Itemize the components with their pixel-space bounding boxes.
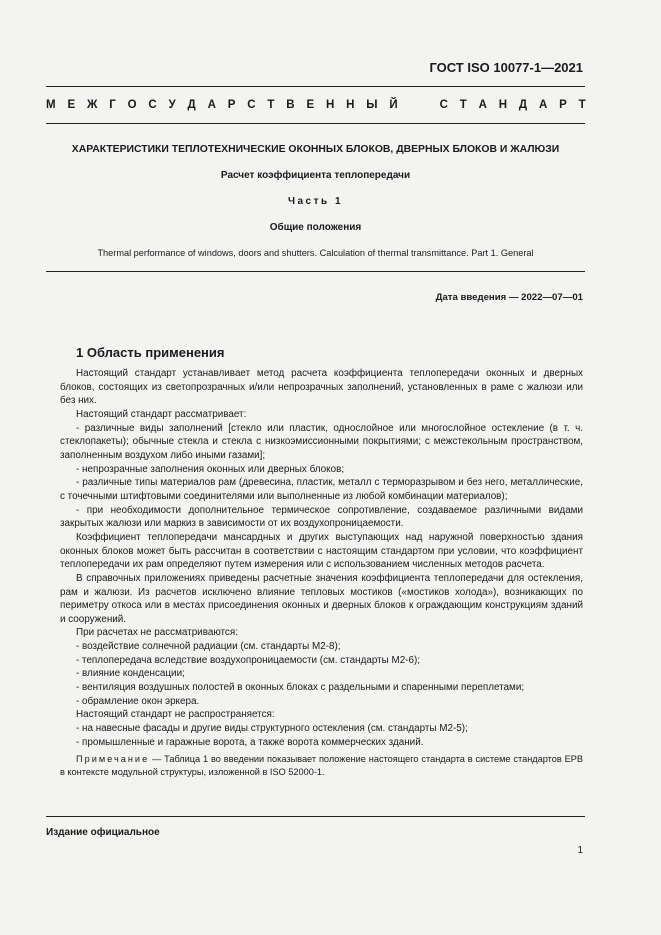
heading-letter: Й: [389, 99, 398, 111]
list-item: - теплопередача вследствие воздухопроницаемости (см. стандарты М2-6);: [76, 654, 421, 666]
heading-letter: Т: [459, 99, 467, 111]
list-item: - при необходимости дополнительное термическое сопротивление, создаваемое различными видами закрытых жалюзи или маркиз в зависимости от их воздухопроницаемости.: [60, 504, 583, 530]
list-item: - вентиляция воздушных полостей в оконных блоках с раздельными и спаренными переплетами;: [76, 682, 525, 694]
standard-number: ГОСТ ISO 10077-1—2021: [429, 60, 583, 75]
part-label: Часть 1: [287, 196, 344, 207]
paragraph: Коэффициент теплопередачи мансардных и других выступающих над наружной поверхностью здания оконных блоков может быть рассчитан в соответствии с настоящим стандартом при условии, что коэффициент теплопередачи их рам определяют путем измерения или с использованием численных методов расчета.: [60, 531, 583, 571]
title-rule: [46, 271, 585, 272]
interstate-standard-heading: [46, 99, 586, 111]
top-rule: [46, 86, 585, 87]
heading-letter: В: [286, 99, 295, 111]
list-item: - воздействие солнечной радиации (см. стандарты М2-8);: [76, 641, 341, 653]
list-item: - промышленные и гаражные ворота, а также ворота коммерческих зданий.: [76, 736, 424, 748]
note: [60, 753, 583, 779]
heading-rule: [46, 123, 585, 124]
heading-letter: С: [247, 99, 256, 111]
heading-letter: Г: [109, 99, 116, 111]
heading-letter: [425, 99, 428, 111]
paragraph: Настоящий стандарт устанавливает метод расчета коэффициента теплопередачи оконных и дверных блоков, состоящих из светопрозрачных и/или непрозрачных заполнений, установленных в раме с жалюзи или без них.: [60, 368, 583, 407]
heading-letter: М: [46, 99, 56, 111]
heading-letter: Ж: [86, 99, 98, 111]
heading-letter: У: [168, 99, 176, 111]
heading-letter: С: [439, 99, 448, 111]
paragraph: Настоящий стандарт не распространяется:: [76, 709, 275, 721]
heading-letter: Н: [325, 99, 335, 111]
paragraph: В справочных приложениях приведены расчетные значения коэффициента теплопередачи для остекления, рам и жалюзи. Из расчетов исключено влияние тепловых мостиков («мостиков холода»), возникающих по периметру откоса или в местах присоединения оконных и дверных блоков к ограждающим конструкциям зданий и сооружений.: [60, 572, 583, 625]
heading-letter: А: [478, 99, 487, 111]
official-edition-label: Издание официальное: [46, 827, 160, 838]
heading-letter: Т: [267, 99, 275, 111]
heading-letter: Ы: [366, 99, 378, 111]
heading-letter: А: [538, 99, 548, 111]
heading-letter: Т: [578, 99, 586, 111]
heading-letter: Е: [306, 99, 315, 111]
heading-letter: Е: [67, 99, 76, 111]
section-body: [60, 367, 583, 779]
heading-letter: А: [207, 99, 216, 111]
note-text: — Таблица 1 во введении показывает положение настоящего стандарта в системе стандартов EPB в контексте модульной структуры, изложенной в ISO 52000-1.: [60, 754, 583, 778]
note-label: Примечание: [76, 754, 150, 765]
list-item: - непрозрачные заполнения оконных или дверных блоков;: [76, 463, 345, 475]
introduction-date: Дата введения — 2022—07—01: [435, 292, 583, 303]
list-item: - на навесные фасады и другие виды структурного остекления (см. стандарты М2-5);: [76, 723, 468, 735]
heading-letter: Д: [187, 99, 196, 111]
heading-letter: [409, 99, 412, 111]
list-item: - различные виды заполнений [стекло или пластик, однослойное или многослойное остекление (в т. ч. стеклопакеты); обычные стекла и стекла с низкоэмиссионными покрытиями; с межстекольным пространством, заполненным воздухом либо иными газами];: [60, 422, 583, 461]
heading-letter: Р: [559, 99, 567, 111]
heading-letter: С: [148, 99, 157, 111]
page-number: 1: [577, 845, 583, 856]
part-title: Общие положения: [269, 222, 362, 233]
heading-letter: Н: [498, 99, 508, 111]
list-item: - влияние конденсации;: [76, 668, 185, 680]
heading-letter: Р: [227, 99, 236, 111]
paragraph: При расчетах не рассматриваются:: [76, 627, 238, 639]
heading-letter: Н: [346, 99, 355, 111]
english-title: Thermal performance of windows, doors and shutters. Calculation of thermal transmittance. Part 1. General: [97, 248, 534, 258]
heading-letter: Д: [518, 99, 528, 111]
list-item: - различные типы материалов рам (древесина, пластик, металл с терморазрывом и без него, металлические, с точечными штифтовыми соединителями или выполненные из любой комбинации материалов);: [60, 477, 583, 502]
footer-rule: [46, 816, 585, 817]
heading-letter: О: [127, 99, 137, 111]
list-item: - обрамление окон эркера.: [76, 695, 200, 707]
document-title: ХАРАКТЕРИСТИКИ ТЕПЛОТЕХНИЧЕСКИЕ ОКОННЫХ БЛОКОВ, ДВЕРНЫХ БЛОКОВ И ЖАЛЮЗИ: [71, 144, 560, 155]
section-heading: 1 Область применения: [76, 345, 225, 360]
paragraph: Настоящий стандарт рассматривает:: [76, 408, 247, 420]
document-subtitle: Расчет коэффициента теплопередачи: [220, 170, 411, 181]
